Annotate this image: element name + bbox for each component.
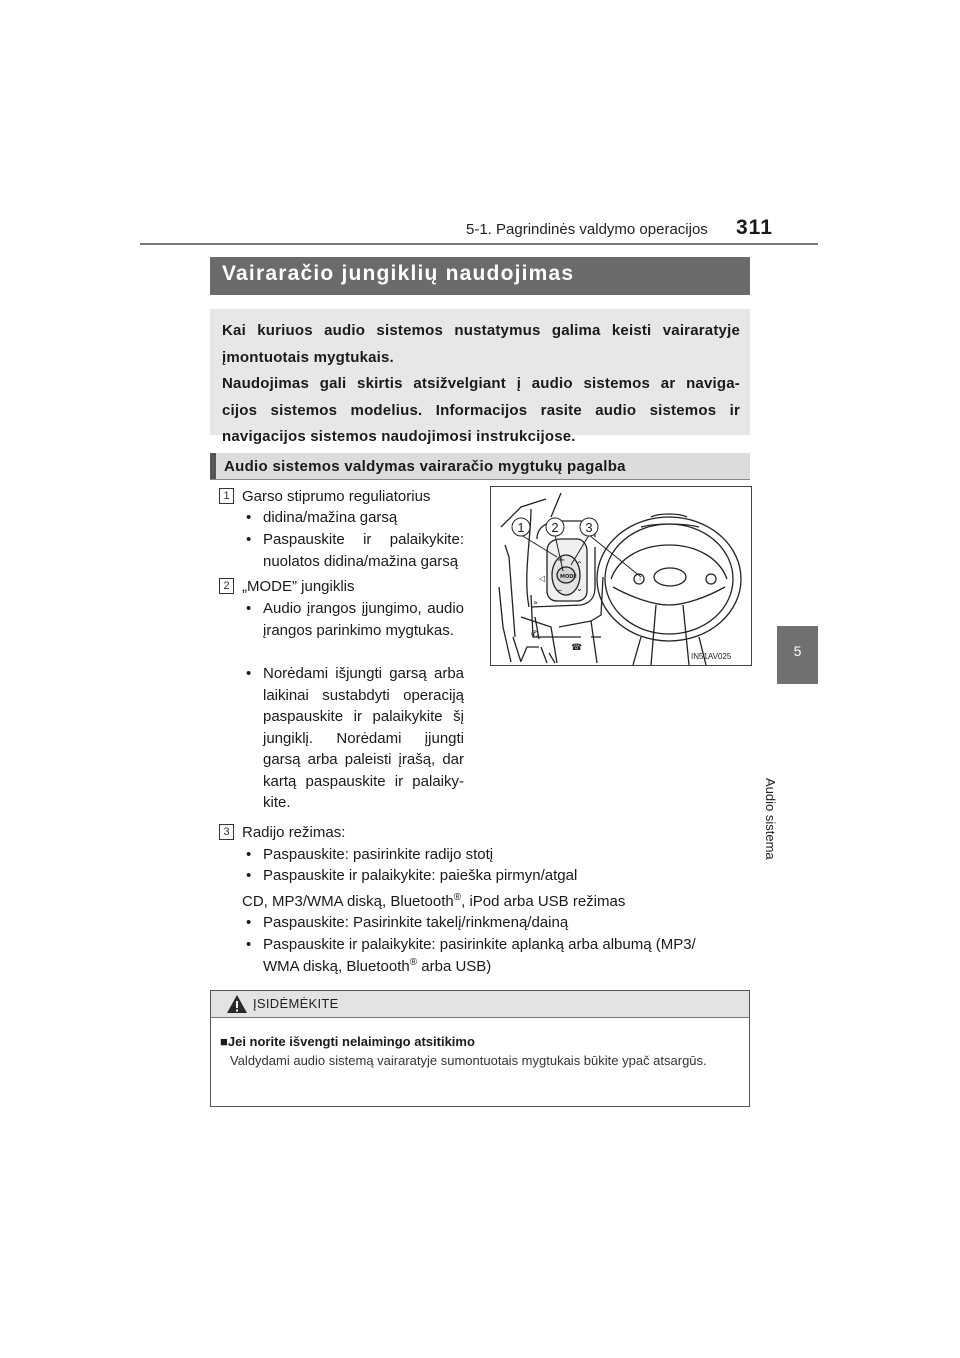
intro-line: cijos sistemos modelius. Informacijos rasite audio sistemos ir xyxy=(222,401,740,419)
chapter-tab-number: 5 xyxy=(793,643,802,659)
section-title: Vairaračio jungiklių naudojimas xyxy=(222,262,575,285)
intro-text xyxy=(222,318,740,451)
chapter-tab-title-text: Audio sistema xyxy=(763,778,778,860)
header-rule xyxy=(140,243,818,245)
subheading-accent xyxy=(210,453,216,479)
volume-up-glyph: + xyxy=(557,555,566,566)
down-glyph: ⌄ xyxy=(576,584,583,593)
callout-3: 3 xyxy=(585,520,593,535)
item-3-bullet-4: • Paspauskite ir palaikykite: pasirinkite aplanką arba albumą (MP3/ WMA diską, Bluetooth® arba USB) xyxy=(246,936,696,975)
intro-line: įmontuotais mygtukais. xyxy=(222,348,394,366)
mode-label: MODE xyxy=(560,574,577,580)
chapter-tab-title xyxy=(763,690,826,860)
voice-glyph: » xyxy=(533,598,538,607)
item-2-bullet-1: • Audio įrangos įjungimo, audio įrangos parinkimo mygtukas. xyxy=(246,600,464,639)
callout-2: 2 xyxy=(551,520,559,535)
up-glyph: ⌃ xyxy=(576,560,583,569)
item-1-title: Garso stiprumo reguliatorius xyxy=(242,488,431,505)
item-2-title: „MODE” jungiklis xyxy=(242,578,355,595)
steering-wheel-illustration xyxy=(490,486,752,666)
volume-down-glyph: – xyxy=(557,585,562,596)
wheel-switch-glyph: ◦ xyxy=(638,576,643,584)
caution-body: Valdydami audio sistemą vairaratyje sumontuotais mygtukais būkite ypač atsargūs. xyxy=(230,1053,707,1068)
steering-wheel-drawing xyxy=(491,487,751,665)
intro-line: Naudojimas gali skirtis atsižvelgiant į audio sistemos ar naviga- xyxy=(222,375,740,392)
item-3-title: Radijo režimas: xyxy=(242,824,346,841)
intro-line: Kai kuriuos audio sistemos nustatymus galima keisti vairaratyje xyxy=(222,322,740,339)
square-bullet-icon: ■ xyxy=(220,1034,228,1049)
item-2-marker: 2 xyxy=(219,578,234,594)
item-1-bullet-2: • Paspauskite ir palaikykite: nuolatos didina/mažina garsą xyxy=(246,531,464,570)
subheading: Audio sistemos valdymas vairaračio mygtukų pagalba xyxy=(224,458,626,475)
item-1-marker: 1 xyxy=(219,488,234,504)
speaker-glyph: ◁ xyxy=(539,574,546,583)
phone-hangup-glyph: ☎ xyxy=(571,643,583,653)
figure-code: IN51AV025 xyxy=(691,652,732,661)
page-number: 311 xyxy=(736,216,773,239)
item-3-marker: 3 xyxy=(219,824,234,840)
phone-pickup-glyph: ✆ xyxy=(531,630,539,640)
caution-subtitle: ■Jei norite išvengti nelaimingo atsitikimo xyxy=(220,1034,475,1049)
running-header-section: 5-1. Pagrindinės valdymo operacijos xyxy=(466,221,708,238)
caution-label: ĮSIDĖMĖKITE xyxy=(253,996,339,1011)
subheading-rule xyxy=(210,479,750,480)
intro-line: navigacijos sistemos naudojimosi instrukcijose. xyxy=(222,428,576,445)
item-3-mode2-title: CD, MP3/WMA diską, Bluetooth®, iPod arba USB režimas xyxy=(242,892,626,910)
warning-icon xyxy=(226,994,248,1014)
item-2-bullet-2: • Norėdami išjungti garsą arba laikinai sustabdyti operaciją paspauskite ir palaikykite šį jungiklį. Norėdami įjungti garsą arba paleisti įrašą, dar kartą paspauskite ir palaiky-kite. xyxy=(246,665,464,811)
callout-1: 1 xyxy=(517,520,525,535)
